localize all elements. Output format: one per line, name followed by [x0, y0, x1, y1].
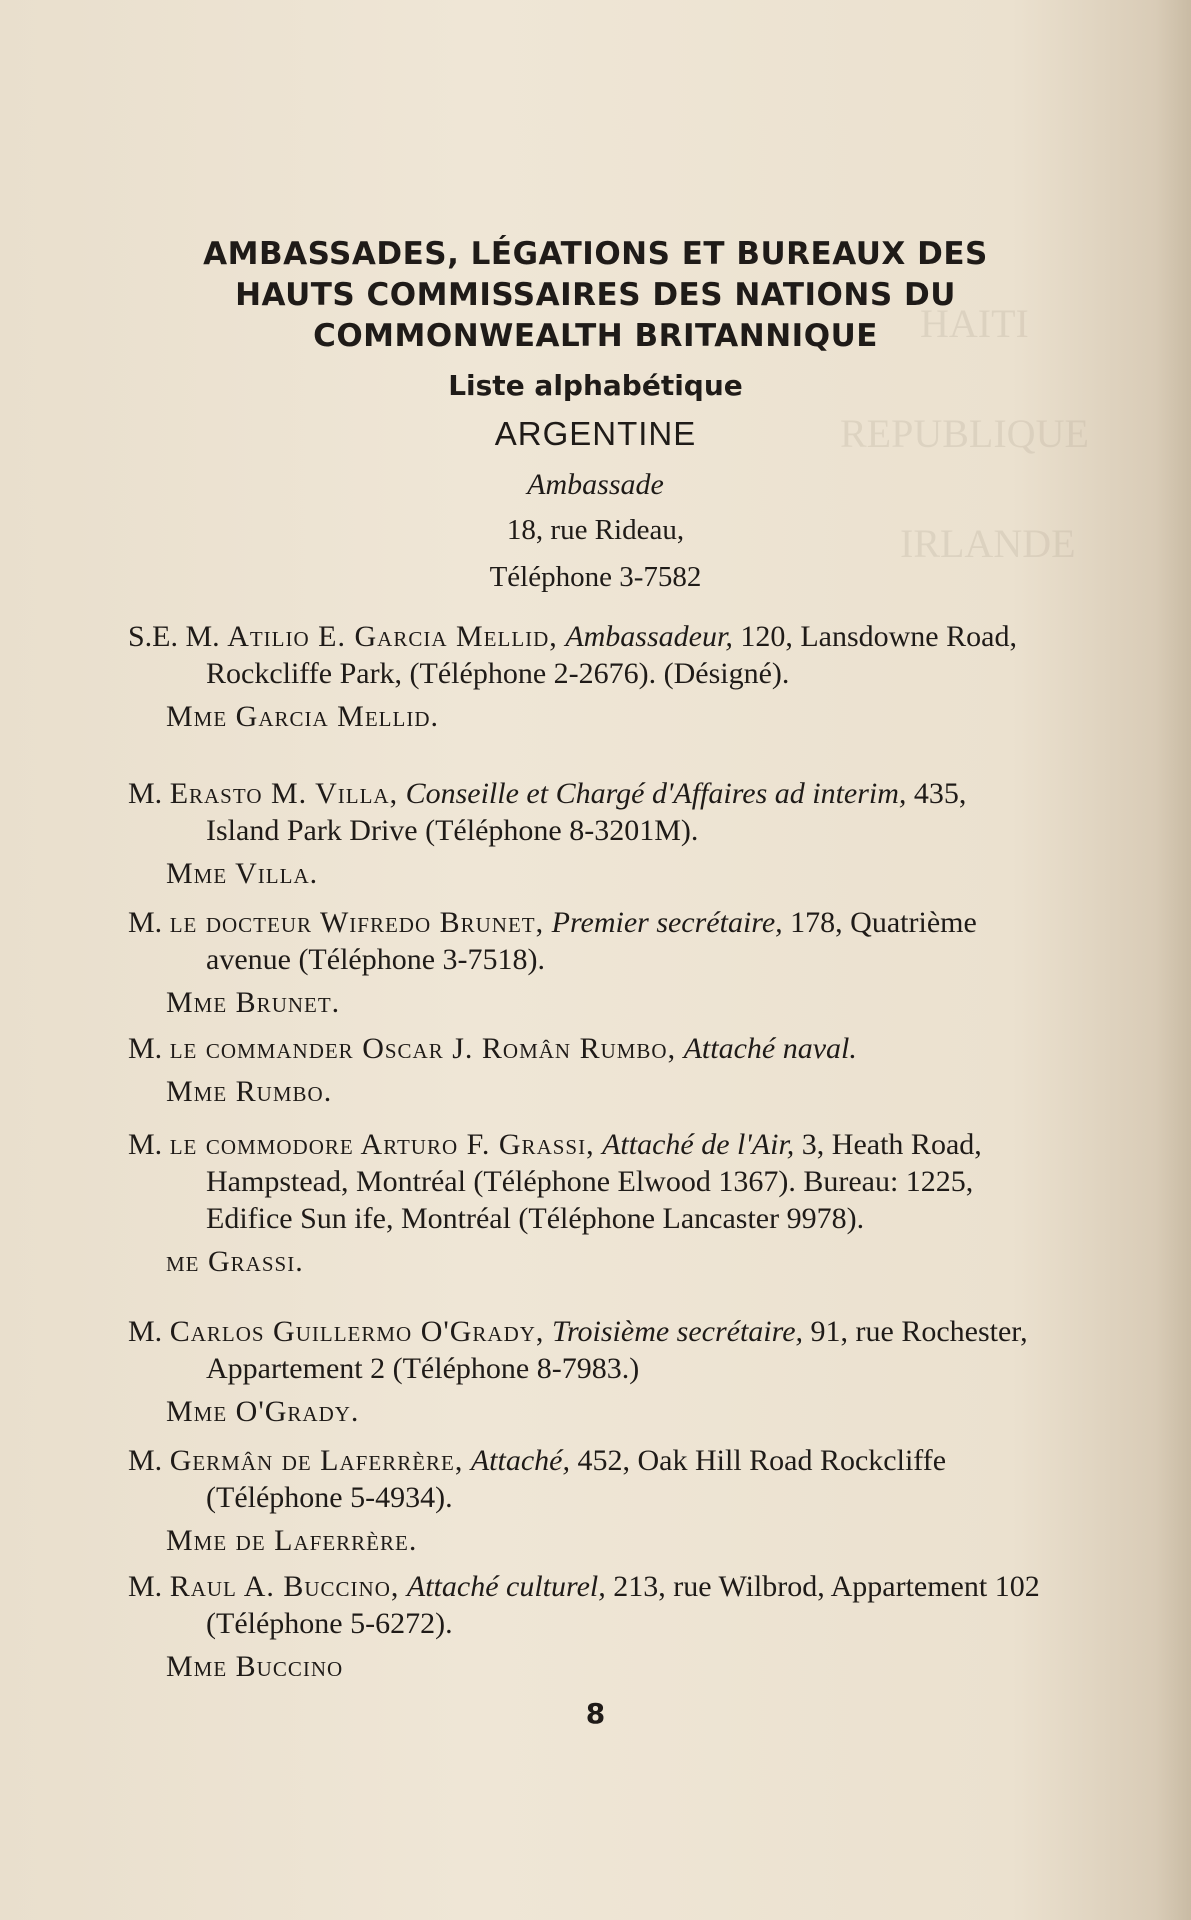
entry-spouse: Mme Brunet.	[166, 986, 341, 1019]
entry-body	[128, 1313, 1040, 1387]
staff-entry	[128, 904, 1040, 1021]
entry-prefix: M.	[128, 1315, 163, 1348]
entry-prefix: M.	[128, 777, 163, 810]
entry-role: Attaché culturel,	[406, 1570, 606, 1603]
entry-name: Raul A. Buccino,	[169, 1570, 400, 1603]
staff-entry	[128, 1442, 1040, 1559]
entry-role: Attaché de l'Air,	[602, 1128, 795, 1161]
entry-role: Premier secrétaire,	[551, 906, 783, 939]
entry-spouse: Mme O'Grady.	[166, 1395, 360, 1428]
staff-entry	[128, 1126, 1040, 1280]
entry-prefix: M.	[128, 1570, 163, 1603]
entry-details: 178, Quatrième avenue (Téléphone 3-7518).	[206, 906, 977, 976]
entry-details: 435, Island Park Drive (Téléphone 8-3201M).	[206, 777, 967, 847]
entry-prefix: M.	[128, 1032, 163, 1065]
entry-spouse: me Grassi.	[166, 1245, 304, 1278]
bleed-through-text: IRLANDE	[900, 521, 1076, 566]
subtitle: Liste alphabétique	[448, 369, 743, 402]
entry-body	[128, 618, 1040, 692]
title-line-2: HAUTS COMMISSAIRES DES NATIONS DU	[235, 277, 956, 313]
entry-name: Germân de Laferrère,	[169, 1444, 464, 1477]
entry-body	[128, 1126, 1040, 1237]
staff-entry	[128, 775, 1040, 892]
entry-body	[128, 1030, 1040, 1067]
entry-spouse: Mme Villa.	[166, 857, 319, 890]
entry-role: Ambassadeur,	[565, 620, 733, 653]
staff-entry	[128, 1313, 1040, 1430]
entry-prefix: M.	[128, 1128, 163, 1161]
entry-role: Troisième secrétaire,	[551, 1315, 804, 1348]
entry-details: 120, Lansdowne Road, Rockcliffe Park, (Téléphone 2-2676). (Désigné).	[206, 620, 1017, 690]
bleed-through-text: HAITI	[920, 301, 1029, 346]
entry-spouse: Mme Buccino	[166, 1650, 344, 1683]
entry-name: le commander Oscar J. Român Rumbo,	[169, 1032, 677, 1065]
title-line-1: AMBASSADES, LÉGATIONS ET BUREAUX DES	[203, 236, 988, 272]
bleed-through-text: REPUBLIQUE	[840, 411, 1089, 456]
staff-entry	[128, 618, 1040, 735]
entry-role: Attaché naval.	[683, 1032, 857, 1065]
entry-prefix: M.	[128, 1444, 163, 1477]
entry-body	[128, 775, 1040, 849]
mission-type: Ambassade	[527, 468, 664, 501]
entry-role: Attaché,	[470, 1444, 570, 1477]
entry-body	[128, 1568, 1040, 1642]
entry-body	[128, 1442, 1040, 1516]
mission-address: 18, rue Rideau,	[506, 514, 685, 546]
entry-name: Carlos Guillermo O'Grady,	[169, 1315, 545, 1348]
entry-spouse: Mme de Laferrère.	[166, 1524, 418, 1557]
entry-name: Atilio E. Garcia Mellid,	[227, 620, 558, 653]
entry-spouse: Mme Rumbo.	[166, 1075, 333, 1108]
country-heading: ARGENTINE	[494, 415, 697, 452]
entry-body	[128, 904, 1040, 978]
entry-prefix: M.	[128, 906, 163, 939]
entry-prefix: S.E. M.	[128, 620, 220, 653]
staff-entry	[128, 1030, 1040, 1110]
entry-name: Erasto M. Villa,	[169, 777, 399, 810]
entry-role: Conseille et Chargé d'Affaires ad interim,	[405, 777, 907, 810]
staff-entry	[128, 1568, 1040, 1685]
title-line-3: COMMONWEALTH BRITANNIQUE	[313, 318, 878, 354]
entry-name: le docteur Wifredo Brunet,	[169, 906, 545, 939]
entry-details: 3, Heath Road, Hampstead, Montréal (Téléphone Elwood 1367). Bureau: 1225, Edifice Sun ife, Montréal (Téléphone Lancaster 9978).	[206, 1128, 982, 1235]
page-number: 8	[585, 1697, 606, 1730]
entry-name: le commodore Arturo F. Grassi,	[169, 1128, 595, 1161]
entry-spouse: Mme Garcia Mellid.	[166, 700, 439, 733]
entry-details: 452, Oak Hill Road Rockcliffe (Téléphone 5-4934).	[206, 1444, 947, 1514]
mission-phone: Téléphone 3-7582	[489, 561, 702, 593]
entry-details: 213, rue Wilbrod, Appartement 102 (Téléphone 5-6272).	[206, 1570, 1040, 1640]
entry-details: 91, rue Rochester, Appartement 2 (Téléphone 8-7983.)	[206, 1315, 1028, 1385]
